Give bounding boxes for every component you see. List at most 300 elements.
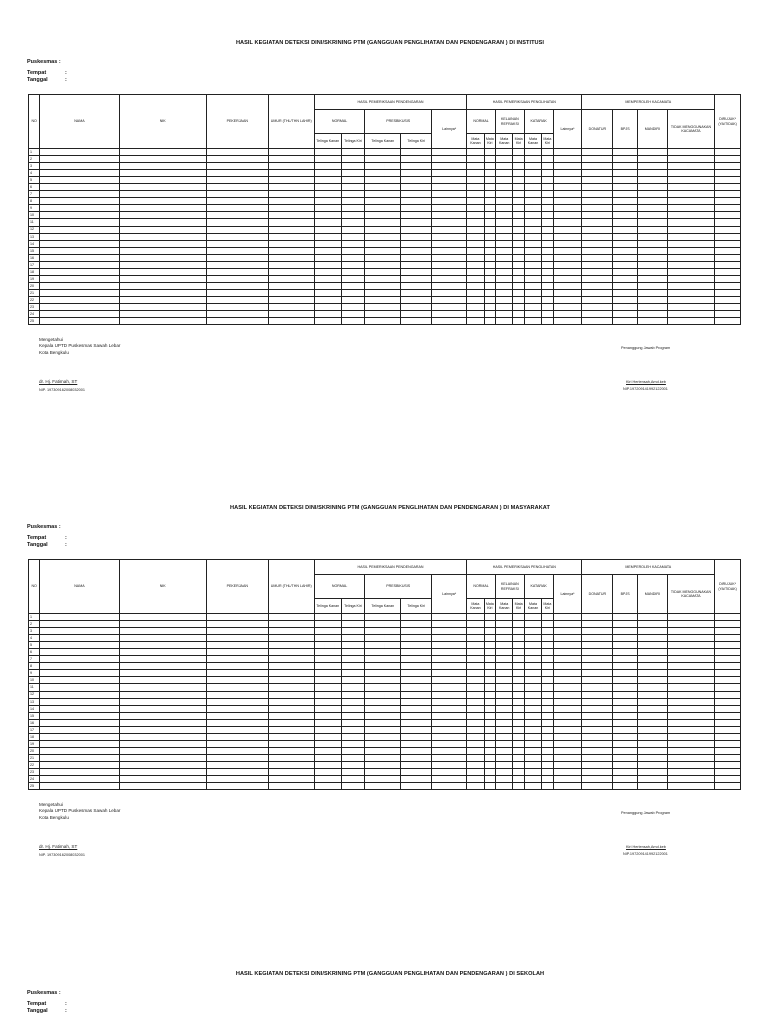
input-cell[interactable]	[524, 226, 541, 233]
input-cell[interactable]	[667, 754, 714, 761]
input-cell[interactable]	[637, 691, 667, 698]
input-cell[interactable]	[542, 719, 553, 726]
input-cell[interactable]	[314, 205, 341, 212]
input-cell[interactable]	[119, 719, 206, 726]
input-cell[interactable]	[582, 776, 613, 783]
input-cell[interactable]	[314, 614, 341, 621]
input-cell[interactable]	[667, 233, 714, 240]
input-cell[interactable]	[40, 296, 119, 303]
input-cell[interactable]	[637, 296, 667, 303]
input-cell[interactable]	[206, 191, 268, 198]
input-cell[interactable]	[467, 170, 484, 177]
input-cell[interactable]	[119, 726, 206, 733]
input-cell[interactable]	[495, 177, 512, 184]
input-cell[interactable]	[542, 726, 553, 733]
input-cell[interactable]	[341, 219, 365, 226]
input-cell[interactable]	[341, 712, 365, 719]
input-cell[interactable]	[341, 698, 365, 705]
input-cell[interactable]	[524, 769, 541, 776]
input-cell[interactable]	[341, 754, 365, 761]
input-cell[interactable]	[484, 198, 495, 205]
input-cell[interactable]	[341, 198, 365, 205]
input-cell[interactable]	[715, 261, 741, 268]
input-cell[interactable]	[432, 621, 467, 628]
input-cell[interactable]	[513, 719, 524, 726]
input-cell[interactable]	[542, 282, 553, 289]
input-cell[interactable]	[637, 184, 667, 191]
input-cell[interactable]	[268, 691, 314, 698]
input-cell[interactable]	[582, 698, 613, 705]
input-cell[interactable]	[637, 628, 667, 635]
input-cell[interactable]	[715, 663, 741, 670]
input-cell[interactable]	[365, 761, 401, 768]
input-cell[interactable]	[715, 247, 741, 254]
input-cell[interactable]	[314, 268, 341, 275]
input-cell[interactable]	[341, 205, 365, 212]
input-cell[interactable]	[365, 163, 401, 170]
input-cell[interactable]	[432, 663, 467, 670]
input-cell[interactable]	[40, 311, 119, 318]
input-cell[interactable]	[268, 296, 314, 303]
input-cell[interactable]	[495, 233, 512, 240]
input-cell[interactable]	[268, 240, 314, 247]
input-cell[interactable]	[637, 684, 667, 691]
input-cell[interactable]	[268, 656, 314, 663]
input-cell[interactable]	[524, 705, 541, 712]
input-cell[interactable]	[513, 226, 524, 233]
input-cell[interactable]	[341, 247, 365, 254]
input-cell[interactable]	[314, 754, 341, 761]
input-cell[interactable]	[119, 621, 206, 628]
input-cell[interactable]	[365, 304, 401, 311]
input-cell[interactable]	[365, 649, 401, 656]
input-cell[interactable]	[524, 712, 541, 719]
input-cell[interactable]	[637, 149, 667, 156]
input-cell[interactable]	[542, 684, 553, 691]
input-cell[interactable]	[613, 614, 638, 621]
input-cell[interactable]	[365, 677, 401, 684]
input-cell[interactable]	[715, 304, 741, 311]
input-cell[interactable]	[314, 747, 341, 754]
input-cell[interactable]	[582, 769, 613, 776]
input-cell[interactable]	[495, 268, 512, 275]
input-cell[interactable]	[553, 649, 582, 656]
input-cell[interactable]	[268, 198, 314, 205]
input-cell[interactable]	[365, 184, 401, 191]
input-cell[interactable]	[365, 205, 401, 212]
input-cell[interactable]	[613, 205, 638, 212]
input-cell[interactable]	[119, 318, 206, 325]
input-cell[interactable]	[119, 705, 206, 712]
input-cell[interactable]	[553, 149, 582, 156]
input-cell[interactable]	[401, 691, 432, 698]
input-cell[interactable]	[341, 628, 365, 635]
input-cell[interactable]	[513, 149, 524, 156]
input-cell[interactable]	[553, 205, 582, 212]
input-cell[interactable]	[401, 149, 432, 156]
input-cell[interactable]	[432, 677, 467, 684]
input-cell[interactable]	[582, 268, 613, 275]
input-cell[interactable]	[542, 705, 553, 712]
input-cell[interactable]	[582, 212, 613, 219]
input-cell[interactable]	[365, 282, 401, 289]
input-cell[interactable]	[206, 733, 268, 740]
input-cell[interactable]	[484, 184, 495, 191]
input-cell[interactable]	[613, 621, 638, 628]
input-cell[interactable]	[206, 684, 268, 691]
input-cell[interactable]	[582, 670, 613, 677]
input-cell[interactable]	[513, 614, 524, 621]
input-cell[interactable]	[40, 761, 119, 768]
input-cell[interactable]	[513, 698, 524, 705]
input-cell[interactable]	[40, 268, 119, 275]
input-cell[interactable]	[715, 156, 741, 163]
input-cell[interactable]	[495, 677, 512, 684]
input-cell[interactable]	[637, 670, 667, 677]
input-cell[interactable]	[341, 761, 365, 768]
input-cell[interactable]	[40, 282, 119, 289]
input-cell[interactable]	[582, 318, 613, 325]
input-cell[interactable]	[432, 226, 467, 233]
input-cell[interactable]	[365, 614, 401, 621]
input-cell[interactable]	[314, 712, 341, 719]
input-cell[interactable]	[513, 761, 524, 768]
input-cell[interactable]	[206, 698, 268, 705]
input-cell[interactable]	[40, 684, 119, 691]
input-cell[interactable]	[637, 275, 667, 282]
input-cell[interactable]	[484, 296, 495, 303]
input-cell[interactable]	[432, 191, 467, 198]
input-cell[interactable]	[637, 783, 667, 790]
input-cell[interactable]	[365, 318, 401, 325]
input-cell[interactable]	[582, 740, 613, 747]
input-cell[interactable]	[524, 635, 541, 642]
input-cell[interactable]	[365, 663, 401, 670]
input-cell[interactable]	[484, 783, 495, 790]
input-cell[interactable]	[553, 268, 582, 275]
input-cell[interactable]	[542, 614, 553, 621]
input-cell[interactable]	[467, 628, 484, 635]
input-cell[interactable]	[495, 698, 512, 705]
input-cell[interactable]	[613, 677, 638, 684]
input-cell[interactable]	[495, 311, 512, 318]
input-cell[interactable]	[40, 233, 119, 240]
input-cell[interactable]	[613, 304, 638, 311]
input-cell[interactable]	[524, 670, 541, 677]
input-cell[interactable]	[119, 304, 206, 311]
input-cell[interactable]	[553, 614, 582, 621]
input-cell[interactable]	[667, 776, 714, 783]
input-cell[interactable]	[715, 726, 741, 733]
input-cell[interactable]	[637, 233, 667, 240]
input-cell[interactable]	[206, 776, 268, 783]
input-cell[interactable]	[314, 733, 341, 740]
input-cell[interactable]	[513, 628, 524, 635]
input-cell[interactable]	[484, 177, 495, 184]
input-cell[interactable]	[513, 275, 524, 282]
input-cell[interactable]	[582, 275, 613, 282]
input-cell[interactable]	[401, 761, 432, 768]
input-cell[interactable]	[553, 156, 582, 163]
input-cell[interactable]	[314, 726, 341, 733]
input-cell[interactable]	[637, 740, 667, 747]
input-cell[interactable]	[268, 747, 314, 754]
input-cell[interactable]	[119, 163, 206, 170]
input-cell[interactable]	[206, 705, 268, 712]
input-cell[interactable]	[553, 219, 582, 226]
input-cell[interactable]	[553, 318, 582, 325]
input-cell[interactable]	[432, 769, 467, 776]
input-cell[interactable]	[467, 261, 484, 268]
input-cell[interactable]	[524, 240, 541, 247]
input-cell[interactable]	[484, 156, 495, 163]
input-cell[interactable]	[715, 318, 741, 325]
input-cell[interactable]	[40, 726, 119, 733]
input-cell[interactable]	[513, 191, 524, 198]
input-cell[interactable]	[365, 275, 401, 282]
input-cell[interactable]	[467, 642, 484, 649]
input-cell[interactable]	[268, 719, 314, 726]
input-cell[interactable]	[40, 733, 119, 740]
input-cell[interactable]	[495, 649, 512, 656]
input-cell[interactable]	[495, 282, 512, 289]
input-cell[interactable]	[341, 254, 365, 261]
input-cell[interactable]	[667, 614, 714, 621]
input-cell[interactable]	[314, 740, 341, 747]
input-cell[interactable]	[206, 614, 268, 621]
input-cell[interactable]	[484, 318, 495, 325]
input-cell[interactable]	[40, 275, 119, 282]
input-cell[interactable]	[401, 233, 432, 240]
input-cell[interactable]	[495, 747, 512, 754]
input-cell[interactable]	[432, 233, 467, 240]
input-cell[interactable]	[582, 726, 613, 733]
input-cell[interactable]	[432, 254, 467, 261]
input-cell[interactable]	[484, 754, 495, 761]
input-cell[interactable]	[206, 663, 268, 670]
input-cell[interactable]	[484, 614, 495, 621]
input-cell[interactable]	[401, 289, 432, 296]
input-cell[interactable]	[524, 726, 541, 733]
input-cell[interactable]	[467, 649, 484, 656]
input-cell[interactable]	[40, 191, 119, 198]
input-cell[interactable]	[432, 261, 467, 268]
input-cell[interactable]	[314, 170, 341, 177]
input-cell[interactable]	[637, 219, 667, 226]
input-cell[interactable]	[513, 177, 524, 184]
input-cell[interactable]	[553, 740, 582, 747]
input-cell[interactable]	[467, 719, 484, 726]
input-cell[interactable]	[467, 635, 484, 642]
input-cell[interactable]	[40, 170, 119, 177]
input-cell[interactable]	[613, 296, 638, 303]
input-cell[interactable]	[341, 149, 365, 156]
input-cell[interactable]	[484, 163, 495, 170]
input-cell[interactable]	[341, 282, 365, 289]
input-cell[interactable]	[484, 170, 495, 177]
input-cell[interactable]	[314, 628, 341, 635]
input-cell[interactable]	[715, 769, 741, 776]
input-cell[interactable]	[495, 684, 512, 691]
input-cell[interactable]	[484, 268, 495, 275]
input-cell[interactable]	[637, 268, 667, 275]
input-cell[interactable]	[206, 769, 268, 776]
input-cell[interactable]	[667, 705, 714, 712]
input-cell[interactable]	[432, 642, 467, 649]
input-cell[interactable]	[582, 205, 613, 212]
input-cell[interactable]	[365, 261, 401, 268]
input-cell[interactable]	[542, 149, 553, 156]
input-cell[interactable]	[715, 614, 741, 621]
input-cell[interactable]	[119, 649, 206, 656]
input-cell[interactable]	[715, 783, 741, 790]
input-cell[interactable]	[432, 712, 467, 719]
input-cell[interactable]	[582, 761, 613, 768]
input-cell[interactable]	[524, 719, 541, 726]
input-cell[interactable]	[582, 649, 613, 656]
input-cell[interactable]	[495, 198, 512, 205]
input-cell[interactable]	[268, 642, 314, 649]
input-cell[interactable]	[401, 769, 432, 776]
input-cell[interactable]	[582, 198, 613, 205]
input-cell[interactable]	[341, 156, 365, 163]
input-cell[interactable]	[119, 240, 206, 247]
input-cell[interactable]	[268, 776, 314, 783]
input-cell[interactable]	[206, 212, 268, 219]
input-cell[interactable]	[341, 289, 365, 296]
input-cell[interactable]	[667, 226, 714, 233]
input-cell[interactable]	[484, 205, 495, 212]
input-cell[interactable]	[268, 649, 314, 656]
input-cell[interactable]	[40, 304, 119, 311]
input-cell[interactable]	[341, 719, 365, 726]
input-cell[interactable]	[553, 698, 582, 705]
input-cell[interactable]	[432, 212, 467, 219]
input-cell[interactable]	[365, 233, 401, 240]
input-cell[interactable]	[365, 247, 401, 254]
input-cell[interactable]	[341, 191, 365, 198]
input-cell[interactable]	[484, 219, 495, 226]
input-cell[interactable]	[119, 170, 206, 177]
input-cell[interactable]	[582, 149, 613, 156]
input-cell[interactable]	[40, 219, 119, 226]
input-cell[interactable]	[582, 163, 613, 170]
input-cell[interactable]	[542, 156, 553, 163]
input-cell[interactable]	[40, 776, 119, 783]
input-cell[interactable]	[341, 233, 365, 240]
input-cell[interactable]	[524, 691, 541, 698]
input-cell[interactable]	[715, 219, 741, 226]
input-cell[interactable]	[119, 156, 206, 163]
input-cell[interactable]	[513, 289, 524, 296]
input-cell[interactable]	[667, 184, 714, 191]
input-cell[interactable]	[613, 684, 638, 691]
input-cell[interactable]	[582, 712, 613, 719]
input-cell[interactable]	[365, 642, 401, 649]
input-cell[interactable]	[401, 656, 432, 663]
input-cell[interactable]	[341, 621, 365, 628]
input-cell[interactable]	[553, 254, 582, 261]
input-cell[interactable]	[467, 304, 484, 311]
input-cell[interactable]	[613, 318, 638, 325]
input-cell[interactable]	[206, 163, 268, 170]
input-cell[interactable]	[637, 656, 667, 663]
input-cell[interactable]	[667, 719, 714, 726]
input-cell[interactable]	[582, 691, 613, 698]
input-cell[interactable]	[119, 219, 206, 226]
input-cell[interactable]	[206, 268, 268, 275]
input-cell[interactable]	[401, 614, 432, 621]
input-cell[interactable]	[715, 705, 741, 712]
input-cell[interactable]	[553, 670, 582, 677]
input-cell[interactable]	[484, 712, 495, 719]
input-cell[interactable]	[119, 776, 206, 783]
input-cell[interactable]	[513, 663, 524, 670]
input-cell[interactable]	[341, 296, 365, 303]
input-cell[interactable]	[484, 698, 495, 705]
input-cell[interactable]	[513, 296, 524, 303]
input-cell[interactable]	[513, 649, 524, 656]
input-cell[interactable]	[365, 747, 401, 754]
input-cell[interactable]	[524, 740, 541, 747]
input-cell[interactable]	[495, 691, 512, 698]
input-cell[interactable]	[268, 170, 314, 177]
input-cell[interactable]	[715, 712, 741, 719]
input-cell[interactable]	[524, 754, 541, 761]
input-cell[interactable]	[542, 635, 553, 642]
input-cell[interactable]	[613, 247, 638, 254]
input-cell[interactable]	[553, 705, 582, 712]
input-cell[interactable]	[119, 740, 206, 747]
input-cell[interactable]	[495, 149, 512, 156]
input-cell[interactable]	[401, 156, 432, 163]
input-cell[interactable]	[582, 261, 613, 268]
input-cell[interactable]	[314, 663, 341, 670]
input-cell[interactable]	[341, 677, 365, 684]
input-cell[interactable]	[341, 642, 365, 649]
input-cell[interactable]	[613, 184, 638, 191]
input-cell[interactable]	[513, 783, 524, 790]
input-cell[interactable]	[40, 156, 119, 163]
input-cell[interactable]	[467, 769, 484, 776]
input-cell[interactable]	[206, 289, 268, 296]
input-cell[interactable]	[401, 304, 432, 311]
input-cell[interactable]	[637, 677, 667, 684]
input-cell[interactable]	[365, 621, 401, 628]
input-cell[interactable]	[314, 226, 341, 233]
input-cell[interactable]	[524, 698, 541, 705]
input-cell[interactable]	[613, 698, 638, 705]
input-cell[interactable]	[542, 656, 553, 663]
input-cell[interactable]	[432, 275, 467, 282]
input-cell[interactable]	[119, 289, 206, 296]
input-cell[interactable]	[582, 184, 613, 191]
input-cell[interactable]	[467, 747, 484, 754]
input-cell[interactable]	[553, 198, 582, 205]
input-cell[interactable]	[542, 747, 553, 754]
input-cell[interactable]	[467, 656, 484, 663]
input-cell[interactable]	[401, 776, 432, 783]
input-cell[interactable]	[637, 621, 667, 628]
input-cell[interactable]	[542, 621, 553, 628]
input-cell[interactable]	[553, 691, 582, 698]
input-cell[interactable]	[524, 304, 541, 311]
input-cell[interactable]	[40, 226, 119, 233]
input-cell[interactable]	[542, 254, 553, 261]
input-cell[interactable]	[206, 184, 268, 191]
input-cell[interactable]	[119, 677, 206, 684]
input-cell[interactable]	[401, 698, 432, 705]
